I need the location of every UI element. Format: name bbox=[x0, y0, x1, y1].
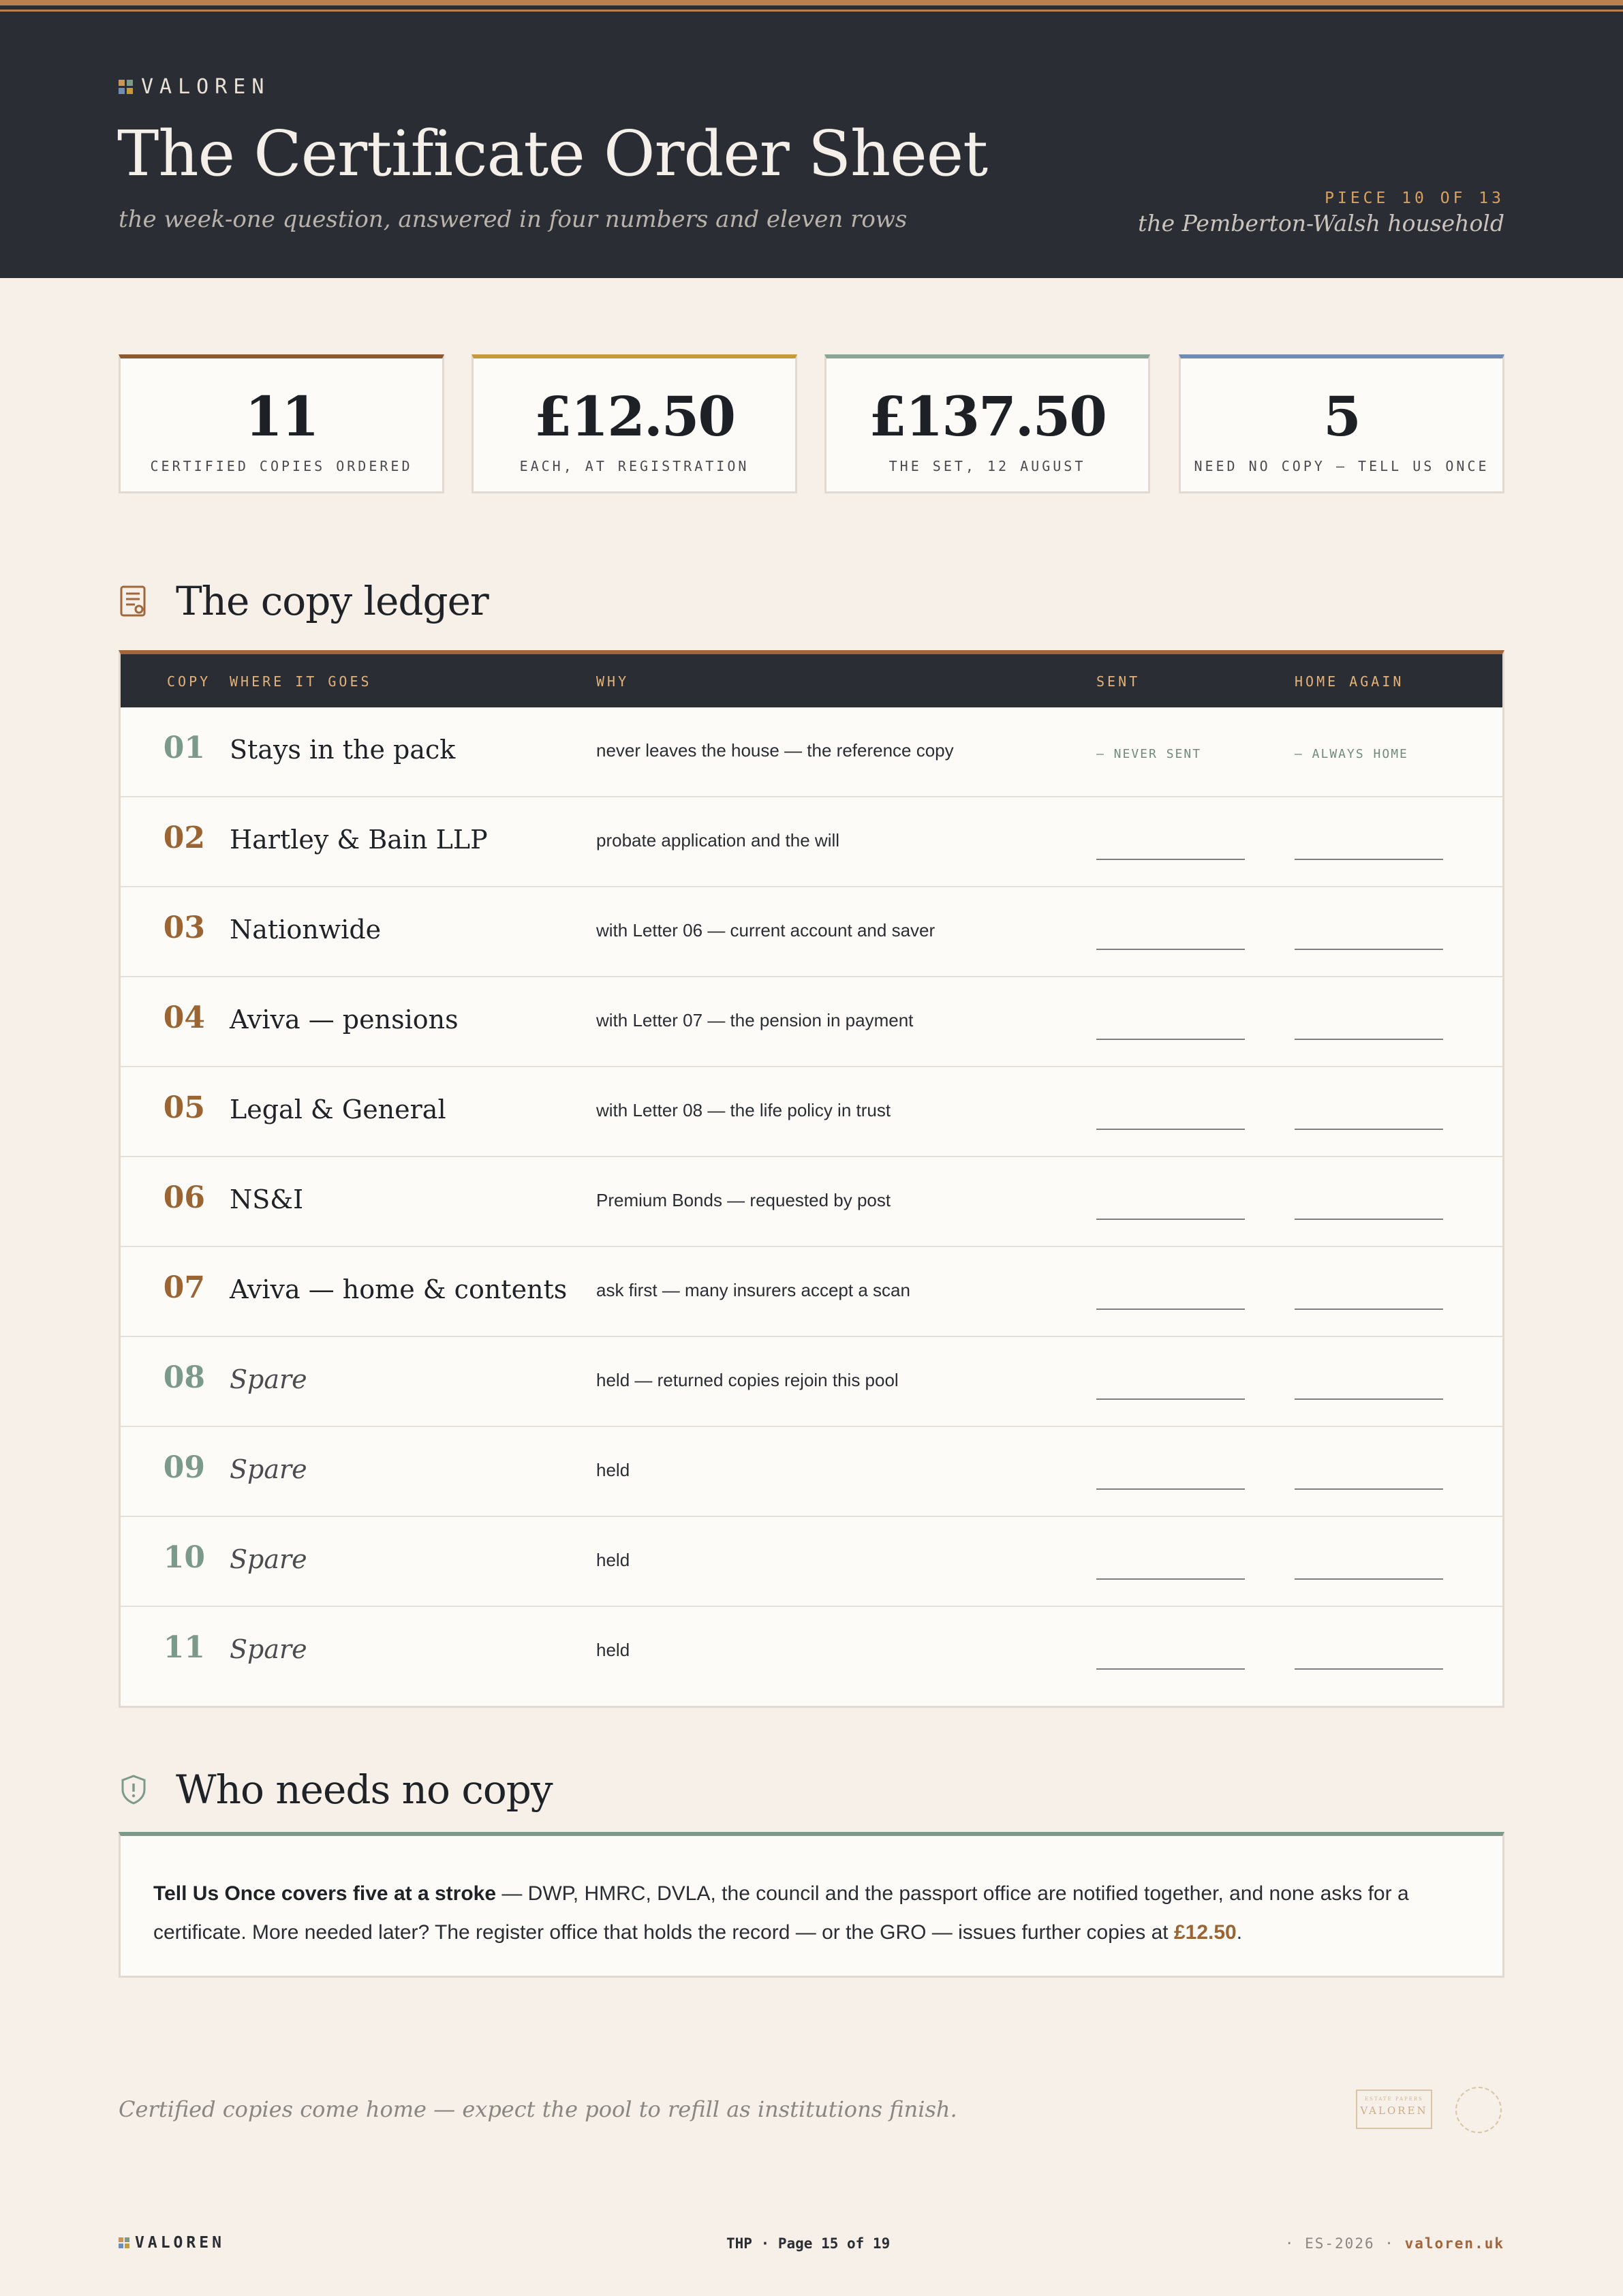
estate-seal-stamp bbox=[1356, 2090, 1432, 2129]
column-header-sent: SENT bbox=[1096, 673, 1141, 690]
sent-date-field[interactable] bbox=[1096, 1039, 1245, 1040]
sent-date-field[interactable] bbox=[1096, 1668, 1245, 1670]
sent-status: — NEVER SENT bbox=[1096, 747, 1202, 761]
notice-price: £12.50 bbox=[1173, 1921, 1237, 1944]
column-header-where: WHERE IT GOES bbox=[230, 673, 372, 690]
home-date-field[interactable] bbox=[1295, 1129, 1443, 1130]
copy-number: 01 bbox=[163, 731, 205, 765]
destination: Hartley & Bain LLP bbox=[230, 825, 488, 855]
copy-number: 09 bbox=[163, 1450, 205, 1485]
copy-number: 07 bbox=[163, 1270, 205, 1305]
reason: held bbox=[596, 1460, 630, 1480]
brand-logo-icon bbox=[119, 80, 133, 94]
seal-brand: VALOREN bbox=[1360, 2104, 1428, 2117]
stat-value: £12.50 bbox=[534, 384, 735, 448]
destination: Spare bbox=[230, 1364, 307, 1394]
table-row bbox=[121, 1517, 1502, 1607]
closing-note: Certified copies come home — expect the pool to refill as institutions finish. bbox=[119, 2096, 957, 2122]
notice-end: . bbox=[1236, 1921, 1243, 1944]
copy-number: 08 bbox=[163, 1360, 205, 1395]
home-status: — ALWAYS HOME bbox=[1295, 747, 1408, 761]
header-band bbox=[0, 0, 1623, 278]
reason: never leaves the house — the reference copy bbox=[596, 740, 954, 761]
copy-number: 02 bbox=[163, 821, 205, 855]
reason: probate application and the will bbox=[596, 830, 840, 851]
reason: with Letter 07 — the pension in payment bbox=[596, 1010, 914, 1030]
table-row bbox=[121, 1607, 1502, 1702]
page-subtitle: the week-one question, answered in four numbers and eleven rows bbox=[119, 206, 908, 233]
stat-cards bbox=[119, 354, 1504, 498]
ledger-document-icon bbox=[119, 585, 149, 617]
destination: Legal & General bbox=[230, 1095, 446, 1124]
stat-label: EACH, AT REGISTRATION bbox=[519, 458, 749, 474]
stat-value: 11 bbox=[245, 384, 318, 448]
home-date-field[interactable] bbox=[1295, 1219, 1443, 1220]
destination: NS&I bbox=[230, 1184, 304, 1214]
home-date-field[interactable] bbox=[1295, 1668, 1443, 1670]
copy-number: 04 bbox=[163, 1000, 205, 1035]
sent-date-field[interactable] bbox=[1096, 1488, 1245, 1490]
table-row bbox=[121, 1157, 1502, 1247]
table-row bbox=[121, 1427, 1502, 1517]
stat-label: NEED NO COPY — TELL US ONCE bbox=[1194, 458, 1489, 474]
reason: Premium Bonds — requested by post bbox=[596, 1190, 891, 1210]
sent-date-field[interactable] bbox=[1096, 1398, 1245, 1400]
piece-counter: PIECE 10 OF 13 bbox=[1325, 189, 1504, 207]
table-row bbox=[121, 977, 1502, 1067]
sent-date-field[interactable] bbox=[1096, 1308, 1245, 1310]
copy-number: 11 bbox=[163, 1630, 205, 1665]
brand bbox=[119, 75, 270, 99]
destination: Stays in the pack bbox=[230, 735, 456, 765]
copy-number: 05 bbox=[163, 1090, 205, 1125]
destination: Aviva — pensions bbox=[230, 1005, 459, 1035]
table-row bbox=[121, 1067, 1502, 1157]
table-header bbox=[121, 654, 1502, 707]
column-header-copy: COPY bbox=[167, 673, 211, 690]
destination: Nationwide bbox=[230, 915, 382, 945]
page-title: The Certificate Order Sheet bbox=[117, 117, 988, 190]
household-name: the Pemberton-Walsh household bbox=[1138, 210, 1504, 236]
table-row bbox=[121, 887, 1502, 977]
tell-us-once-notice bbox=[119, 1832, 1504, 1978]
copy-number: 03 bbox=[163, 910, 205, 945]
stat-label: THE SET, 12 AUGUST bbox=[888, 458, 1086, 474]
reason: held — returned copies rejoin this pool bbox=[596, 1370, 899, 1390]
sent-date-field[interactable] bbox=[1096, 1219, 1245, 1220]
reason: with Letter 06 — current account and saver bbox=[596, 920, 936, 940]
page-number: THP · Page 15 of 19 bbox=[726, 2235, 891, 2252]
stat-card-copies bbox=[119, 354, 444, 493]
footer-reference bbox=[1285, 2235, 1504, 2252]
home-date-field[interactable] bbox=[1295, 1039, 1443, 1040]
reason: with Letter 08 — the life policy in trust bbox=[596, 1100, 891, 1120]
header-accent-rule bbox=[0, 0, 1623, 5]
reason: held bbox=[596, 1550, 630, 1570]
home-date-field[interactable] bbox=[1295, 1578, 1443, 1580]
stat-value: 5 bbox=[1323, 384, 1360, 448]
reason: held bbox=[596, 1640, 630, 1660]
copy-number: 10 bbox=[163, 1540, 205, 1575]
column-header-why: WHY bbox=[596, 673, 630, 690]
seal-caption: ESTATE PAPERS bbox=[1365, 2096, 1423, 2102]
sent-date-field[interactable] bbox=[1096, 1129, 1245, 1130]
home-date-field[interactable] bbox=[1295, 1488, 1443, 1490]
brand-logo-icon bbox=[119, 2237, 129, 2248]
notice-lead: Tell Us Once covers five at a stroke bbox=[153, 1882, 497, 1905]
sent-date-field[interactable] bbox=[1096, 859, 1245, 860]
stat-value: £137.50 bbox=[869, 384, 1106, 448]
table-row bbox=[121, 797, 1502, 887]
destination: Aviva — home & contents bbox=[230, 1274, 568, 1304]
table-row bbox=[121, 707, 1502, 797]
footer-brand-name: VALOREN bbox=[135, 2234, 225, 2252]
stat-card-no-copy bbox=[1179, 354, 1504, 493]
notice-body: — DWP, HMRC, DVLA, the council and the passport office are notified together, and none asks for a certificate. More needed later? The register office that holds the record — or the GRO — issues further copies at bbox=[153, 1882, 1409, 1944]
ledger-heading bbox=[119, 578, 489, 624]
table-row bbox=[121, 1337, 1502, 1427]
no-copy-heading bbox=[119, 1766, 553, 1813]
stat-card-price bbox=[472, 354, 797, 493]
home-date-field[interactable] bbox=[1295, 949, 1443, 950]
shield-exclamation-icon bbox=[119, 1773, 149, 1806]
section-title: The copy ledger bbox=[176, 578, 489, 624]
stat-label: CERTIFIED COPIES ORDERED bbox=[150, 458, 413, 474]
stat-card-total bbox=[824, 354, 1150, 493]
round-seal-stamp bbox=[1455, 2087, 1502, 2133]
reason: ask first — many insurers accept a scan bbox=[596, 1280, 910, 1300]
home-date-field[interactable] bbox=[1295, 1398, 1443, 1400]
footer-brand bbox=[119, 2234, 225, 2252]
destination: Spare bbox=[230, 1454, 307, 1484]
copy-ledger-table bbox=[119, 650, 1504, 1708]
copy-number: 06 bbox=[163, 1180, 205, 1215]
footer-url: valoren.uk bbox=[1404, 2235, 1504, 2252]
sent-date-field[interactable] bbox=[1096, 949, 1245, 950]
brand-name: VALOREN bbox=[141, 75, 270, 99]
column-header-home: HOME AGAIN bbox=[1295, 673, 1404, 690]
table-row bbox=[121, 1247, 1502, 1337]
footer-ref-code: · ES-2026 · bbox=[1284, 2235, 1395, 2252]
home-date-field[interactable] bbox=[1295, 859, 1443, 860]
home-date-field[interactable] bbox=[1295, 1308, 1443, 1310]
section-title: Who needs no copy bbox=[176, 1766, 553, 1813]
destination: Spare bbox=[230, 1544, 307, 1574]
destination: Spare bbox=[230, 1634, 307, 1664]
sent-date-field[interactable] bbox=[1096, 1578, 1245, 1580]
header-accent-rule-thin bbox=[0, 10, 1623, 12]
